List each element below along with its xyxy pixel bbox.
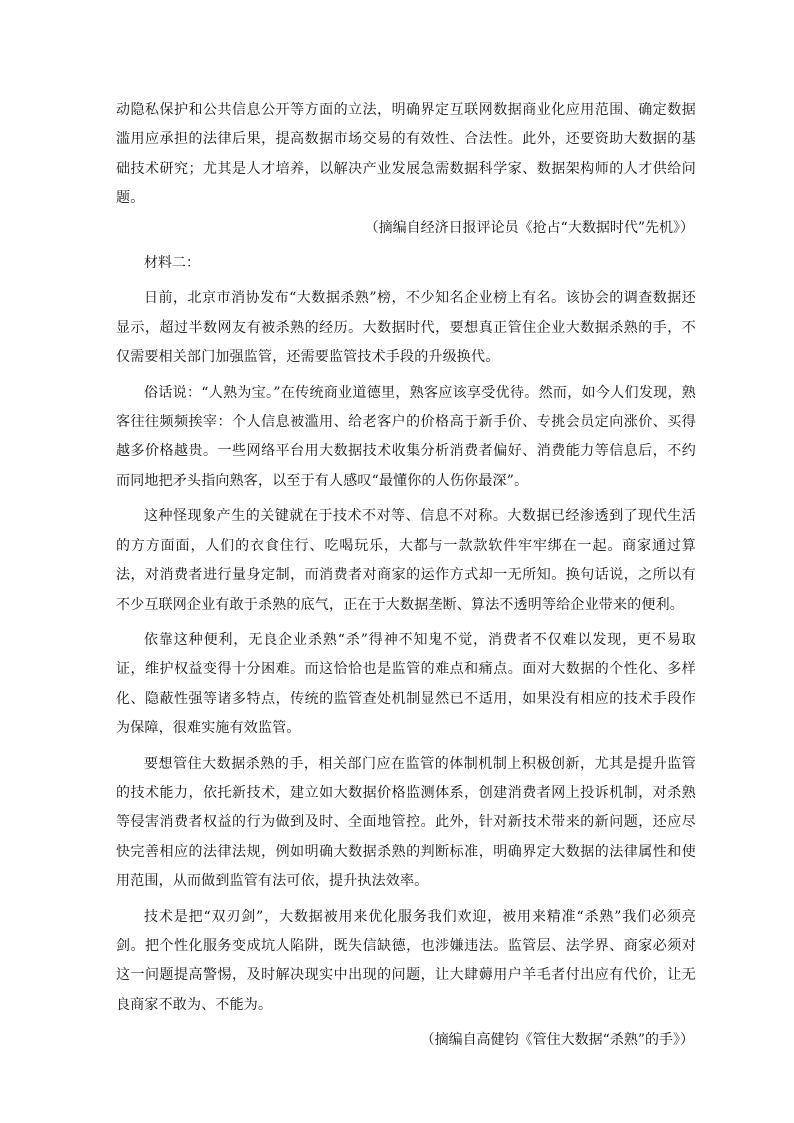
paragraph-5: 要想管住大数据杀熟的手，相关部门应在监管的体制机制上积极创新，尤其是提升监管的技术能力，依托新技术，建立如大数据价格监测体系，创建消费者网上投诉机制，对杀熟等侵害消费者权益的行为做到及时、全面地管控。此外，针对新技术带来的新问题，还应尽快完善相应的法律法规，例如明确大数据杀熟的判断标准，明确界定大数据的法律属性和使用范围，从而做到监管有法可依，提升执法效率。 (116, 755, 696, 890)
paragraph-4: 依靠这种便利，无良企业杀熟“杀”得神不知鬼不觉，消费者不仅难以发现，更不易取证，维护权益变得十分困难。而这恰恰也是监管的难点和痛点。面对大数据的个性化、多样化、隐蔽性强等诸多特点，传统的监管查处机制显然已不适用，如果没有相应的技术手段作为保障，很难实施有效监管。 (116, 631, 696, 737)
material-2-label: 材料二： (144, 255, 200, 272)
source-citation-1: （摘编自经济日报评论员《抢占“大数据时代”先机》） (364, 219, 694, 236)
paragraph-6: 技术是把“双刃剑”，大数据被用来优化服务我们欢迎，被用来精准“杀熟”我们必须亮剑。把个性化服务变成坑人陷阱，既失信缺德，也涉嫌违法。监管层、法学界、商家必须对这一问题提高警惕，及时解决现实中出现的问题，让大肆薅用户羊毛者付出应有代价，让无良商家不敢为、不能为。 (116, 908, 696, 1013)
paragraph-2: 俗话说：“人熟为宝。”在传统商业道德里，熟客应该享受优待。然而，如今人们发现，熟客往往频频挨宰：个人信息被滥用、给老客户的价格高于新手价、专挑会员定向涨价、买得越多价格越贵。一些网络平台用大数据技术收集分析消费者偏好、消费能力等信息后，不约而同地把矛头指向熟客，以至于有人感叹“最懂你的人伤你最深”。 (116, 384, 696, 489)
paragraph-3: 这种怪现象产生的关键就在于技术不对等、信息不对称。大数据已经渗透到了现代生活的方方面面，人们的衣食住行、吃喝玩乐，大都与一款款软件牢牢绑在一起。商家通过算法，对消费者进行量身定制，而消费者对商家的运作方式却一无所知。换句话说，之所以有不少互联网企业有敢于杀熟的底气，正在于大数据垄断、算法不透明等给企业带来的便利。 (116, 508, 696, 613)
paragraph-1: 日前，北京市消协发布“大数据杀熟”榜，不少知名企业榜上有名。该协会的调查数据还显示，超过半数网友有被杀熟的经历。大数据时代，要想真正管住企业大数据杀熟的手，不仅需要相关部门加强监管，还需要监管技术手段的升级换代。 (116, 290, 696, 366)
document-page (116, 96, 696, 1056)
intro-paragraph: 动隐私保护和公共信息公开等方面的立法，明确界定互联网数据商业化应用范围、确定数据滥用应承担的法律后果，提高数据市场交易的有效性、合法性。此外，还要资助大数据的基础技术研究；尤其是人才培养，以解决产业发展急需数据科学家、数据架构师的人才供给问题。 (116, 102, 696, 207)
source-citation-2: （摘编自高健钧《管住大数据“杀熟”的手》） (420, 1032, 694, 1049)
